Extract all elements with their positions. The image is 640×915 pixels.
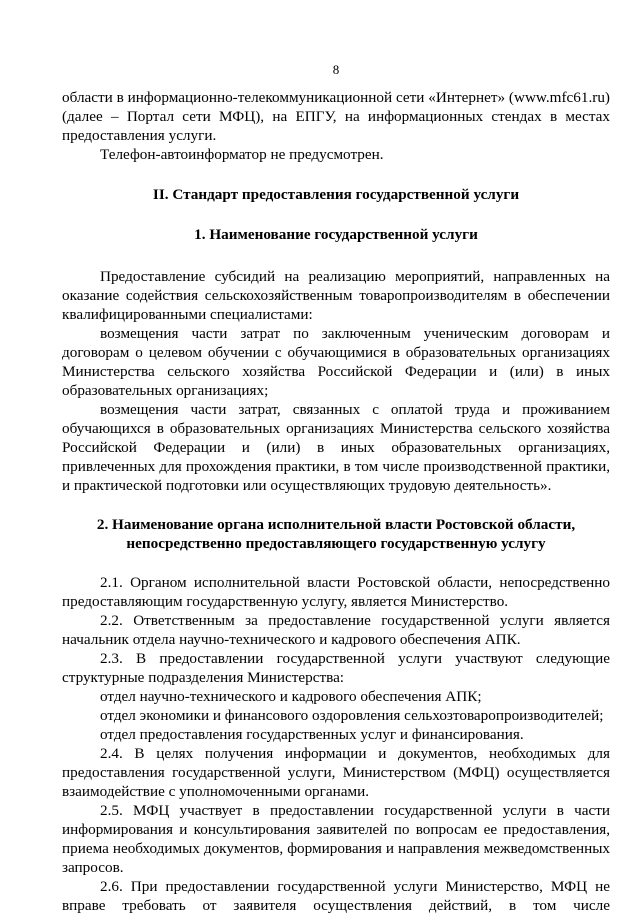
list-item: отдел научно-технического и кадрового обеспечения АПК; [100,688,482,705]
page-number: 8 [332,62,340,77]
body-paragraph: 2.4. В целях получения информации и документов, необходимых для предоставления государственной услуги, Министерством (МФЦ) осуществляется взаимодействие с уполномоченными органами. [62,745,610,800]
spacer [62,495,610,515]
body-paragraph: 2.2. Ответственным за предоставление государственной услуги является начальник отдела научно-технического и кадрового обеспечения АПК. [62,612,610,648]
body-paragraph: возмещения части затрат, связанных с оплатой труда и проживанием обучающихся в образовательных организациях Министерства сельского хозяйства Российской Федерации и (или) в иных образовательных организациях, привлеченных для прохождения практики, в том числе производственной практики, и практической подготовки или осуществляющих трудовую деятельность». [62,401,610,494]
body-paragraph: 2.5. МФЦ участвует в предоставлении государственной услуги в части информирования и консультирования заявителей по вопросам ее предоставления, приема необходимых документов, формирования и направления межведомственных запросов. [62,802,610,876]
body-paragraph: возмещения части затрат по заключенным ученическим договорам и договорам о целевом обучении с обучающимися в образовательных организациях Министерства сельского хозяйства Российской Федерации и (или) в иных образовательных организациях; [62,325,610,399]
section-title: II. Стандарт предоставления государственной услуги [152,186,520,203]
page-content [62,88,610,915]
body-paragraph: Предоставление субсидий на реализацию мероприятий, направленных на оказание содействия сельскохозяйственным товаропроизводителям в обеспечении квалифицированными специалистами: [62,268,610,323]
subsection-title-line: 2. Наименование органа исполнительной власти Ростовской области, [96,516,576,533]
list-item: отдел предоставления государственных услуг и финансирования. [100,726,524,743]
body-paragraph: 2.6. При предоставлении государственной услуги Министерство, МФЦ не вправе требовать от заявителя осуществления действий, в том числе [62,878,610,914]
body-paragraph: 2.1. Органом исполнительной власти Ростовской области, непосредственно предоставляющим государственную услугу, является Министерство. [62,574,610,610]
intro-paragraph: Телефон-автоинформатор не предусмотрен. [100,146,384,163]
body-paragraph: 2.3. В предоставлении государственной услуги участвуют следующие структурные подразделения Министерства: [62,650,610,686]
subsection-title: 1. Наименование государственной услуги [194,226,478,243]
list-item: отдел экономики и финансового оздоровления сельхозтоваропроизводителей; [100,707,604,724]
intro-paragraph: области в информационно-телекоммуникационной сети «Интернет» (www.mfc61.ru) (далее – Портал сети МФЦ), на ЕПГУ, на информационных стендах в местах предоставления услуги. [62,89,610,144]
subsection-title-line: непосредственно предоставляющего государственную услугу [126,535,546,552]
